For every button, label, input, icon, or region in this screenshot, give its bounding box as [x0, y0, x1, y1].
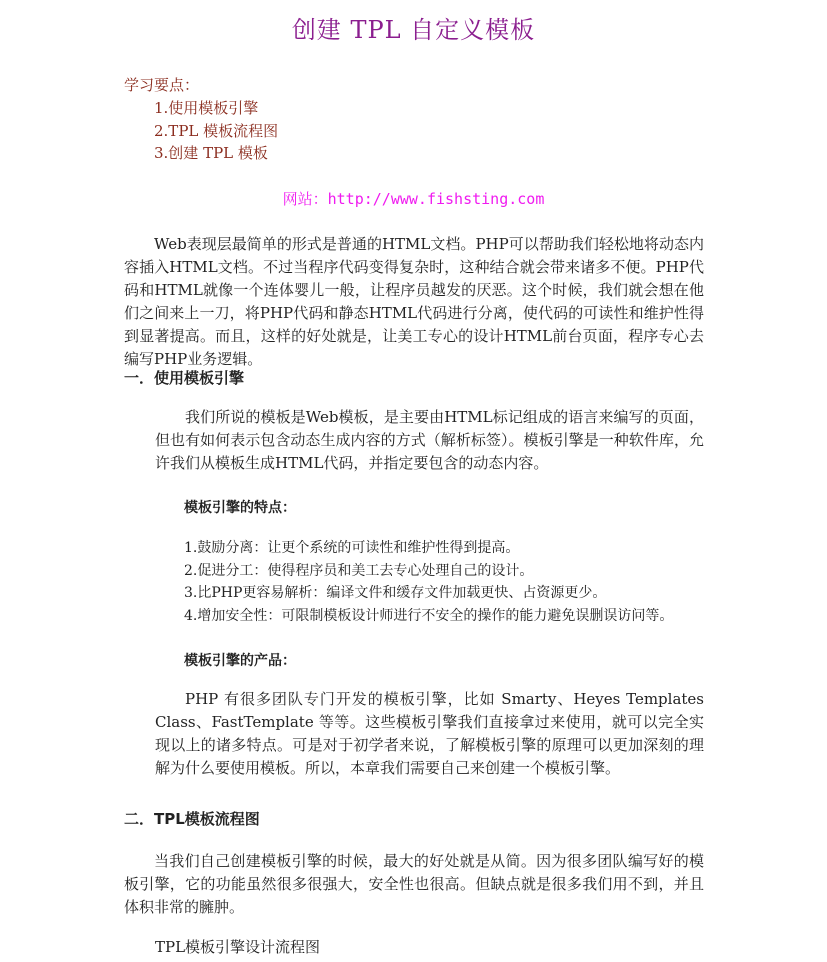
section-one-title: 一．使用模板引擎 — [124, 369, 245, 387]
study-point-item: 2.TPL 模板流程图 — [154, 121, 279, 140]
features-list — [184, 537, 673, 627]
section-two-paragraph: 当我们自己创建模板引擎的时候，最大的好处就是从简。因为很多团队编写好的模板引擎，它的功能虽然很多很强大，安全性也很高。但缺点就是很多我们用不到，并且体积非常的臃肿。 — [124, 852, 704, 916]
products-paragraph: PHP 有很多团队专门开发的模板引擎，比如 Smarty、Heyes Templates Class、FastTemplate 等等。这些模板引擎我们直接拿过来使用，就可以完全实现以上的诸多特点。可是对于初学者来说，了解模板引擎的原理可以更加深刻的理解为什么要使用模板。所以，本章我们需要自己来创建一个模板引擎。 — [155, 690, 704, 777]
feature-item: 2.促进分工：使得程序员和美工去专心处理自己的设计。 — [184, 562, 534, 579]
section-one-paragraph: 我们所说的模板是Web模板，是主要由HTML标记组成的语言来编写的页面，但也有如何表示包含动态生成内容的方式（解析标签）。模板引擎是一种软件库，允许我们从模板生成HTML代码，并指定要包含的动态内容。 — [155, 408, 704, 472]
study-points — [124, 74, 278, 165]
intro-paragraph: Web表现层最简单的形式是普通的HTML文档。PHP可以帮助我们轻松地将动态内容插入HTML文档。不过当程序代码变得复杂时，这种结合就会带来诸多不便。PHP代码和HTML就像一个连体婴儿一般，让程序员越发的厌恶。这个时候，我们就会想在他们之间来上一刀，将PHP代码和静态HTML代码进行分离，使代码的可读性和维护性得到显著提高。而且，这样的好处就是，让美工专心的设计HTML前台页面，程序专心去编写PHP业务逻辑。 — [124, 235, 704, 368]
page-title: 创建 TPL 自定义模板 — [291, 16, 536, 44]
section-two-title: 二．TPL模板流程图 — [124, 810, 260, 828]
study-points-heading: 学习要点： — [124, 76, 200, 94]
flowchart-caption: TPL模板引擎设计流程图 — [155, 938, 321, 956]
feature-item: 1.鼓励分离：让更个系统的可读性和维护性得到提高。 — [184, 540, 520, 556]
website-line: 网站：http://www.fishsting.com — [282, 190, 545, 208]
feature-item: 3.比PHP更容易解析：编译文件和缓存文件加载更快、占资源更少。 — [184, 585, 607, 601]
products-title: 模板引擎的产品： — [184, 653, 296, 669]
feature-item: 4.增加安全性：可限制模板设计师进行不安全的操作的能力避免误删误访问等。 — [184, 607, 674, 624]
features-title: 模板引擎的特点： — [184, 500, 296, 516]
study-point-item: 3.创建 TPL 模板 — [154, 144, 268, 163]
study-point-item: 1.使用模板引擎 — [154, 98, 259, 117]
